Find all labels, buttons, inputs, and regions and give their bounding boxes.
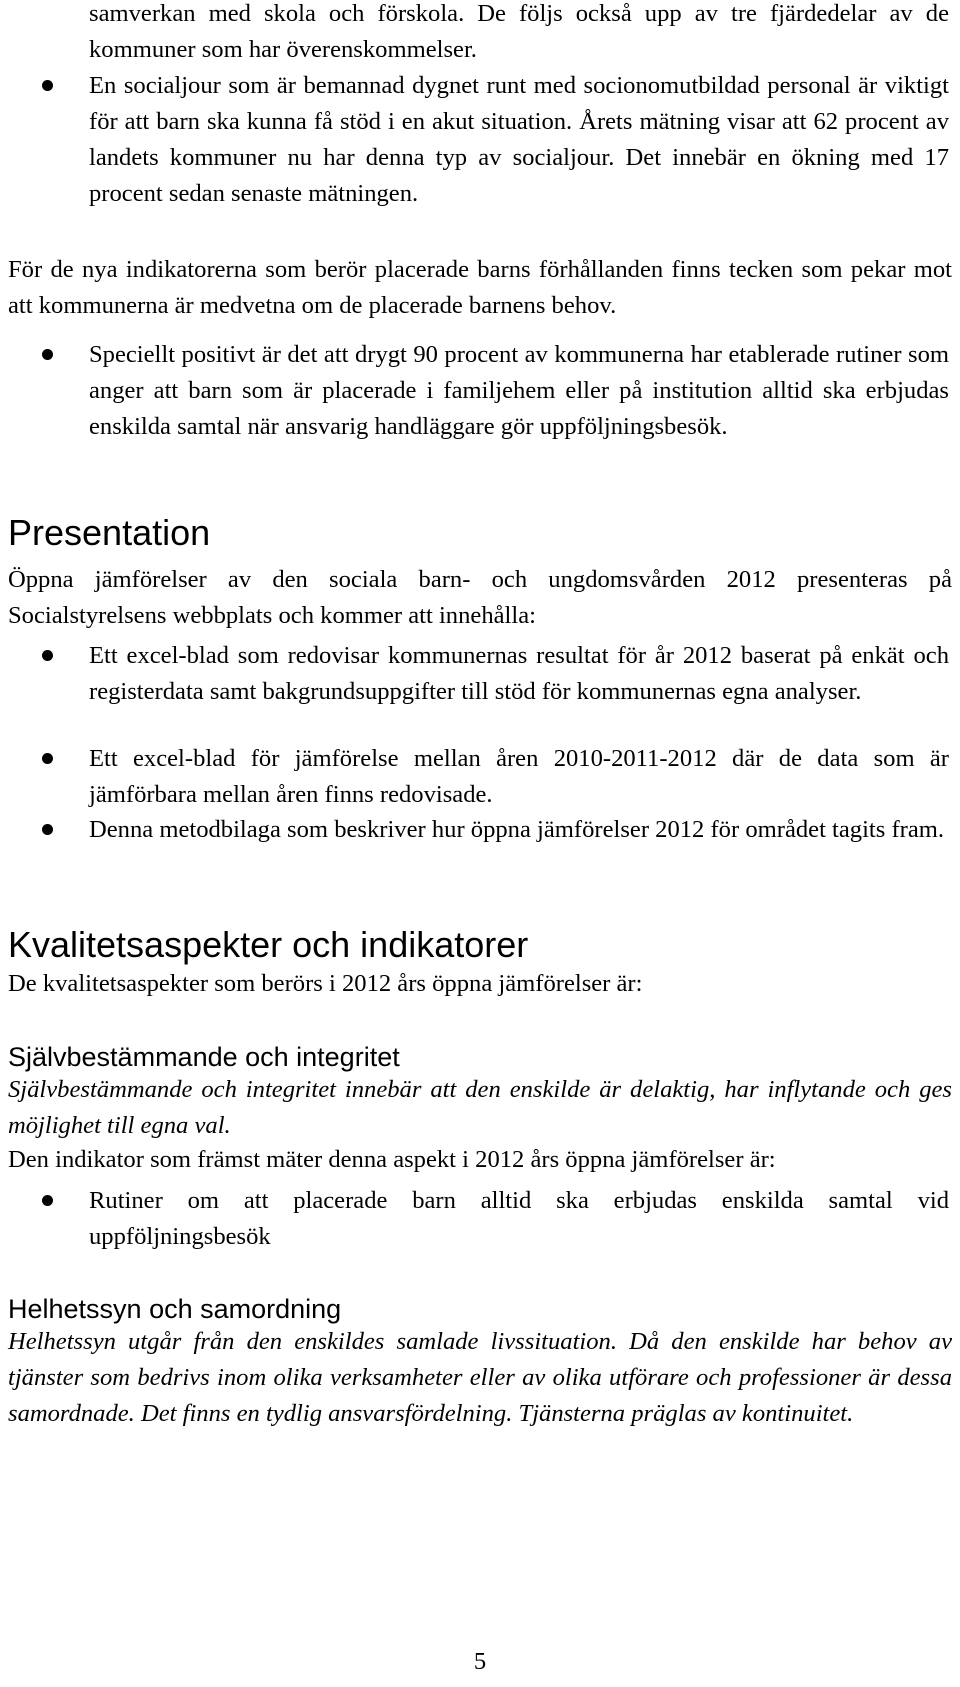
list-item-text: En socialjour som är bemannad dygnet runt med socionomutbildad personal är viktigt för att barn ska kunna få stöd i en akut situation. Årets mätning visar att 62 procent av landets kommuner nu har denna typ av socialjour. Det innebär en ökning med 17 procent sedan senaste mätningen. bbox=[89, 72, 949, 207]
subheading-self-determination: Självbestämmande och integritet bbox=[8, 1042, 400, 1072]
body-paragraph: För de nya indikatorerna som berör placerade barns förhållanden finns tecken som pekar mot att kommunerna är medvetna om de placerade barnens behov. bbox=[8, 256, 952, 319]
presentation-intro: Öppna jämförelser av den sociala barn- och ungdomsvården 2012 presenteras på Socialstyrelsens webbplats och kommer att innehålla: bbox=[8, 566, 952, 629]
holistic-definition: Helhetssyn utgår från den enskildes samlade livssituation. Då den enskilde har behov av tjänster som bedrivs inom olika verksamheter eller av olika utförare och professioner är dessa samordnade. Det finns en tydlig ansvarsfördelning. Tjänsterna präglas av kontinuitet. bbox=[8, 1328, 952, 1427]
subheading-holistic: Helhetssyn och samordning bbox=[8, 1294, 342, 1324]
bullet-icon bbox=[42, 753, 53, 764]
list-item-text: Ett excel-blad som redovisar kommunernas resultat för år 2012 baserat på enkät och registerdata samt bakgrundsuppgifter till stöd för kommunernas egna analyser. bbox=[89, 642, 949, 705]
quality-intro: De kvalitetsaspekter som berörs i 2012 års öppna jämförelser är: bbox=[8, 970, 643, 997]
bullet-icon bbox=[42, 824, 53, 835]
bullet-icon bbox=[42, 650, 53, 661]
self-determination-indicator-intro: Den indikator som främst mäter denna aspekt i 2012 års öppna jämförelser är: bbox=[8, 1146, 776, 1173]
section-heading-quality: Kvalitetsaspekter och indikatorer bbox=[8, 924, 529, 965]
bullet-icon bbox=[42, 80, 53, 91]
list-item-text: Ett excel-blad för jämförelse mellan åren 2010-2011-2012 där de data som är jämförbara mellan åren finns redovisade. bbox=[89, 745, 949, 808]
section-heading-presentation: Presentation bbox=[8, 512, 211, 553]
continuation-text: samverkan med skola och förskola. De följs också upp av tre fjärdedelar av de kommuner som har överenskommelser. bbox=[89, 0, 949, 63]
page-number: 5 bbox=[473, 1648, 487, 1675]
bullet-icon bbox=[42, 1195, 53, 1206]
bullet-icon bbox=[42, 349, 53, 360]
list-item-text: Speciellt positivt är det att drygt 90 procent av kommunerna har etablerade rutiner som anger att barn som är placerade i familjehem eller på institution alltid ska erbjudas enskilda samtal när ansvarig handläggare gör uppföljningsbesök. bbox=[89, 341, 949, 440]
self-determination-definition: Självbestämmande och integritet innebär att den enskilde är delaktig, har inflytande och ges möjlighet till egna val. bbox=[8, 1076, 952, 1139]
list-item-text: Denna metodbilaga som beskriver hur öppna jämförelser 2012 för området tagits fram. bbox=[89, 816, 945, 843]
list-item-text: Rutiner om att placerade barn alltid ska erbjudas enskilda samtal vid uppföljningsbesök bbox=[89, 1187, 949, 1250]
